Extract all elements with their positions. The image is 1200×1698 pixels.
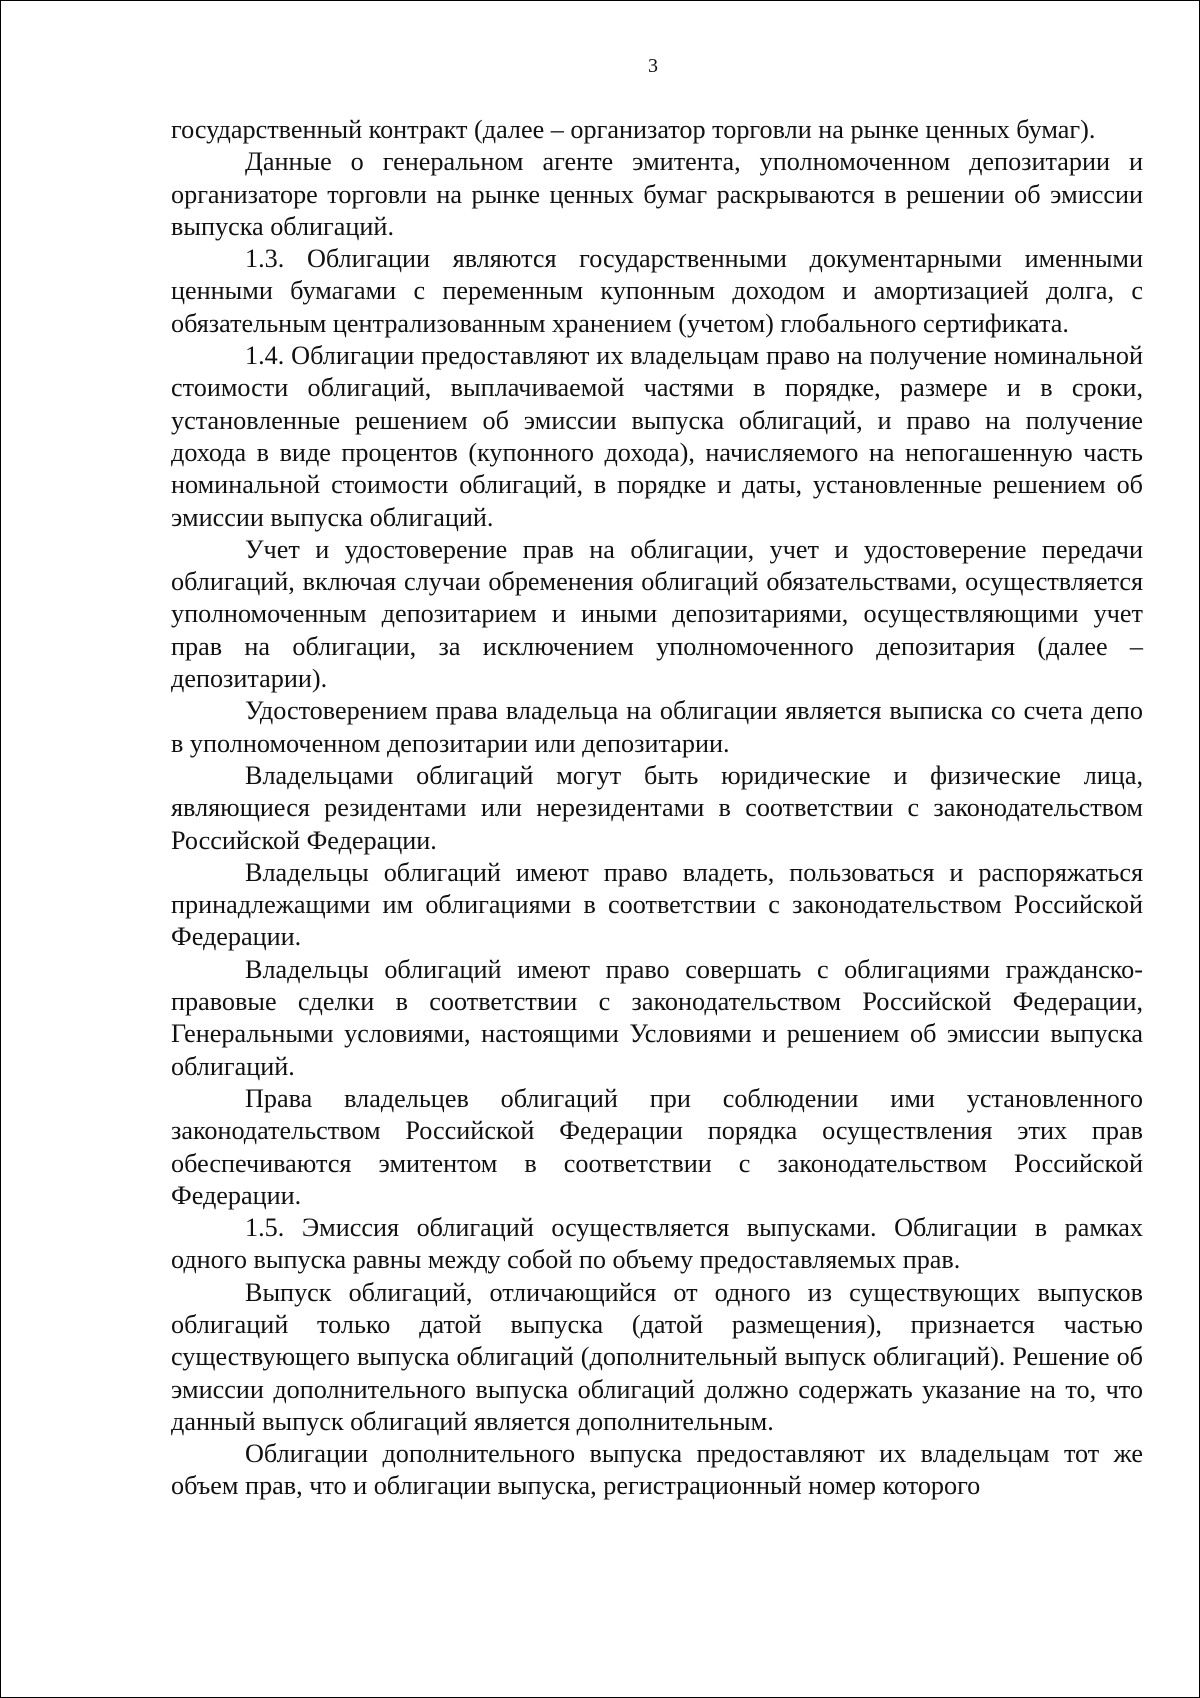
paragraph: Владельцы облигаций имеют право владеть, пользоваться и распоряжаться принадлежащими им облигациями в соответствии с законодательством Российской Федерации. <box>171 857 1143 952</box>
paragraph: 1.4. Облигации предоставляют их владельцам право на получение номинальной стоимости облигаций, выплачиваемой частями в порядке, размере и в сроки, установленные решением об эмиссии выпуска облигаций, и право на получение дохода в виде процентов (купонного дохода), начисляемого на непогашенную часть номинальной стоимости облигаций, в порядке и даты, установленные решением об эмиссии выпуска облигаций. <box>171 341 1143 532</box>
paragraph: 1.3. Облигации являются государственными документарными именными ценными бумагами с переменным купонным доходом и амортизацией долга, с обязательным централизованным хранением (учетом) глобального сертификата. <box>171 244 1143 338</box>
paragraph: Удостоверением права владельца на облигации является выписка со счета депо в уполномоченном депозитарии или депозитарии. <box>171 696 1143 758</box>
paragraph: Облигации дополнительного выпуска предоставляют их владельцам тот же объем прав, что и облигации выпуска, регистрационный номер которого <box>171 1439 1143 1501</box>
paragraph: Данные о генеральном агенте эмитента, уполномоченном депозитарии и организаторе торговли на рынке ценных бумаг раскрываются в решении об эмиссии выпуска облигаций. <box>171 147 1143 241</box>
paragraph: 1.5. Эмиссия облигаций осуществляется выпусками. Облигации в рамках одного выпуска равны между собой по объему предоставляемых прав. <box>171 1213 1143 1275</box>
paragraph: Выпуск облигаций, отличающийся от одного из существующих выпусков облигаций только датой выпуска (датой размещения), признается частью существующего выпуска облигаций (дополнительный выпуск облигаций). Решение об эмиссии дополнительного выпуска облигаций должно содержать указание на то, что данный выпуск облигаций является дополнительным. <box>171 1277 1143 1436</box>
paragraph: Права владельцев облигаций при соблюдении ими установленного законодательством Российской Федерации порядка осуществления этих прав обеспечиваются эмитентом в соответствии с законодательством Российской Федерации. <box>171 1083 1143 1210</box>
document-body <box>171 114 1143 1503</box>
page-number: 3 <box>648 55 658 77</box>
paragraph: Владельцами облигаций могут быть юридические и физические лица, являющиеся резидентами или нерезидентами в соответствии с законодательством Российской Федерации. <box>171 760 1143 855</box>
paragraph: Учет и удостоверение прав на облигации, учет и удостоверение передачи облигаций, включая случаи обременения облигаций обязательствами, осуществляется уполномоченным депозитарием и иными депозитариями, осуществляющими учет прав на облигации, за исключением уполномоченного депозитария (далее – депозитарии). <box>171 534 1143 694</box>
paragraph: государственный контракт (далее – организатор торговли на рынке ценных бумаг). <box>171 115 1096 144</box>
paragraph: Владельцы облигаций имеют право совершать с облигациями гражданско-правовые сделки в соответствии с законодательством Российской Федерации, Генеральными условиями, настоящими Условиями и решением об эмиссии выпуска облигаций. <box>171 954 1143 1081</box>
